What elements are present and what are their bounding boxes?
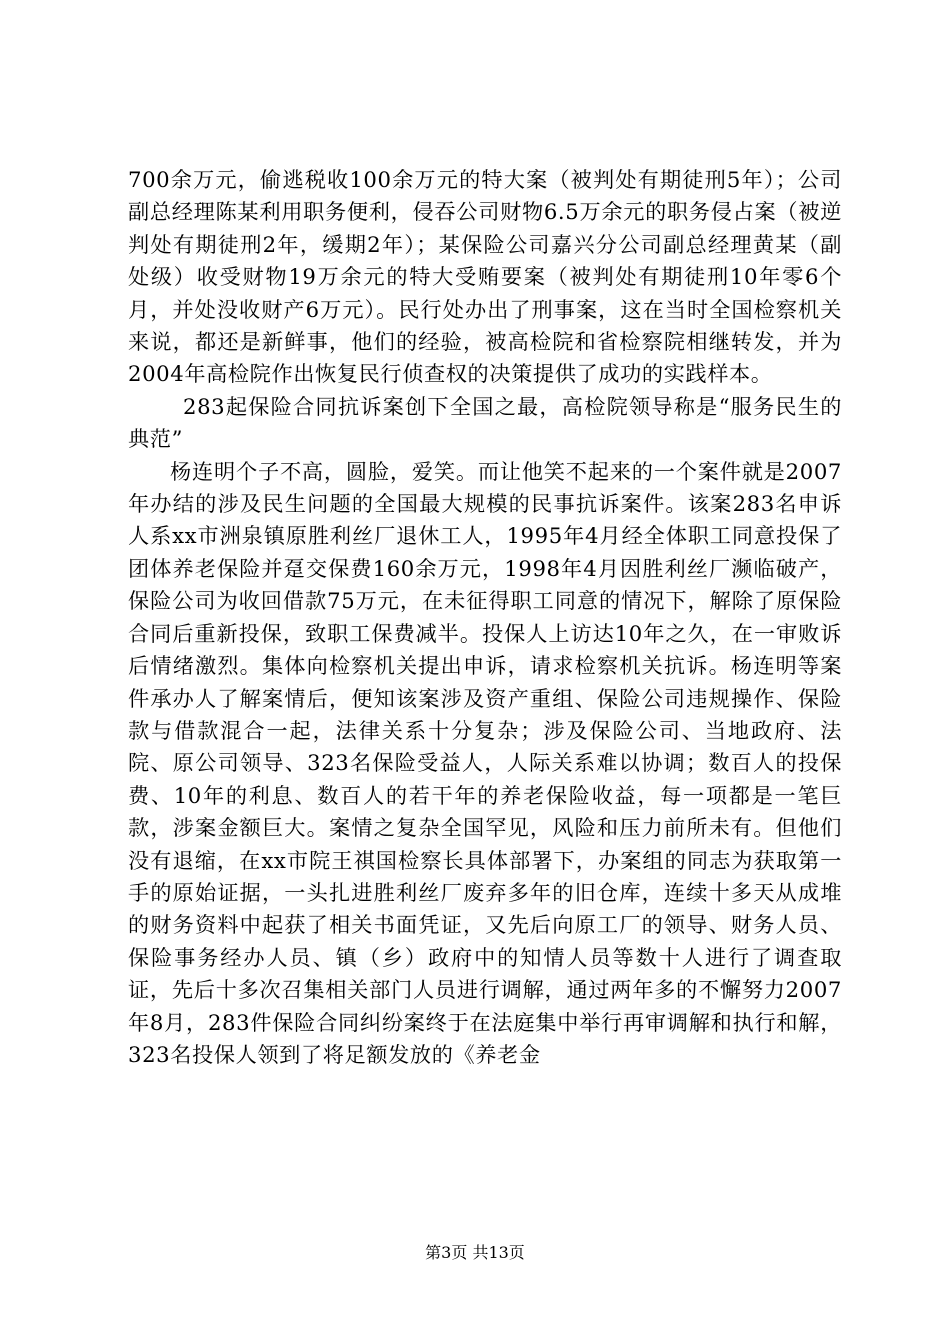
page-number: 第3页 共13页 — [425, 1243, 525, 1262]
paragraph-continuation: 700余万元，偷逃税收100余万元的特大案（被判处有期徒刑5年）；公司副总经理陈某利用职务便利，侵吞公司财物6.5万余元的职务侵占案（被逆判处有期徒刑2年，缓期2年）；某保险公司嘉兴分公司副总经理黄某（副处级）收受财物19万余元的特大受贿要案（被判处有期徒刑10年零6个月，并处没收财产6万元）。民行处办出了刑事案，这在当时全国检察机关来说，都还是新鲜事，他们的经验，被高检院和省检察院相继转发，并为2004年高检院作出恢复民行侦查权的决策提供了成功的实践样本。 — [128, 167, 842, 387]
section-heading: 283起保险合同抗诉案创下全国之最，高检院领导称是“服务民生的典范” — [128, 393, 842, 452]
paragraph-body: 杨连明个子不高，圆脸，爱笑。而让他笑不起来的一个案件就是2007年办结的涉及民生问题的全国最大规模的民事抗诉案件。该案283名申诉人系xx市洲泉镇原胜利丝厂退休工人，1995年4月经全体职工同意投保了团体养老保险并趸交保费160余万元，1998年4月因胜利丝厂濒临破产，保险公司为收回借款75万元，在未征得职工同意的情况下，解除了原保险合同后重新投保，致职工保费减半。投保人上访达10年之久，在一审败诉后情绪激烈。集体向检察机关提出申诉，请求检察机关抗诉。杨连明等案件承办人了解案情后，便知该案涉及资产重组、保险公司违规操作、保险款与借款混合一起，法律关系十分复杂；涉及保险公司、当地政府、法院、原公司领导、323名保险受益人，人际关系难以协调；数百人的投保费、10年的利息、数百人的若干年的养老保险收益，每一项都是一笔巨款，涉案金额巨大。案情之复杂全国罕见，风险和压力前所未有。但他们没有退缩，在xx市院王祺国检察长具体部署下，办案组的同志为获取第一手的原始证据，一头扎进胜利丝厂废弃多年的旧仓库，连续十多天从成堆的财务资料中起获了相关书面凭证，又先后向原工厂的领导、财务人员、保险事务经办人员、镇（乡）政府中的知情人员等数十人进行了调查取证，先后十多次召集相关部门人员进行调解，通过两年多的不懈努力2007年8月，283件保险合同纠纷案终于在法庭集中举行再审调解和执行和解，323名投保人领到了将足额发放的《养老金 — [128, 458, 842, 1067]
document-body — [128, 164, 842, 1071]
page-footer — [0, 1242, 950, 1264]
